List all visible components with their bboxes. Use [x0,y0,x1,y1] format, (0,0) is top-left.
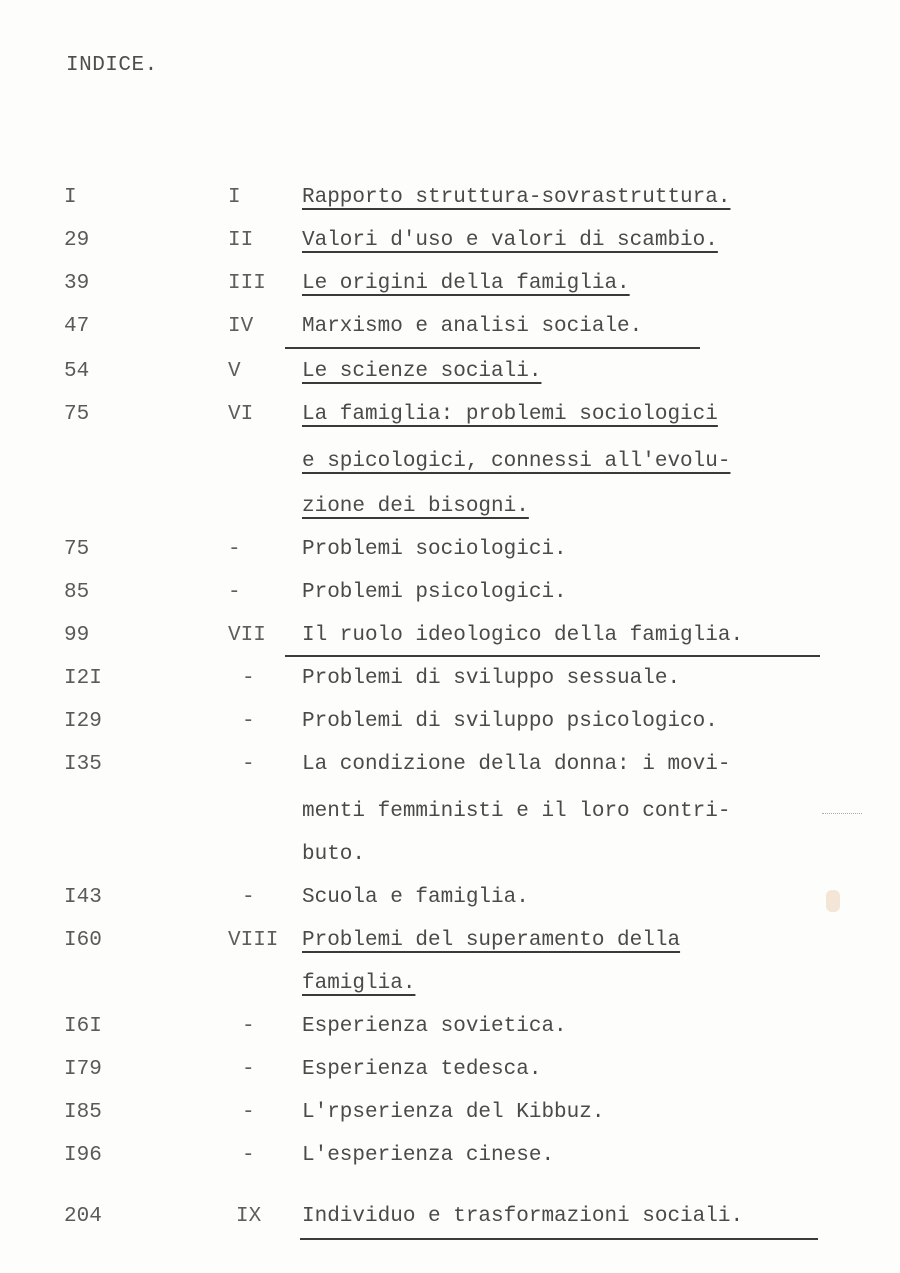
page-number: 204 [64,1205,102,1228]
section-dash: - [242,710,255,733]
toc-entry [0,578,900,622]
page-number: 54 [64,360,90,383]
section-dash: - [242,886,255,909]
chapter-number: I [228,186,241,209]
toc-entry [0,1012,900,1056]
underline-rule [300,1238,818,1240]
section-title: La condizione della donna: i movi- [302,753,731,776]
chapter-title: Problemi del superamento della [302,929,681,952]
page-number: I6I [64,1015,102,1038]
toc-entry [0,535,900,579]
chapter-title: Marxismo e analisi sociale. [302,315,643,338]
toc-entry [0,269,900,313]
section-title: Scuola e famiglia. [302,886,529,909]
section-title-line: menti femministi e il loro contri- [302,800,731,823]
toc-entry [0,621,900,665]
chapter-number: IX [236,1205,262,1228]
chapter-title-line: e spicologici, connessi all'evolu- [302,450,731,473]
toc-entry [0,1055,900,1099]
toc-entry [0,183,900,227]
toc-entry [0,400,900,444]
page-title: INDICE. [66,54,158,77]
toc-entry-continuation [0,492,900,536]
page-number: I60 [64,929,102,952]
section-dash: - [228,581,241,604]
section-dash: - [242,1144,255,1167]
chapter-number: V [228,360,241,383]
section-title: Problemi sociologici. [302,538,567,561]
page-number: 29 [64,229,90,252]
section-dash: - [242,1101,255,1124]
page-number: I2I [64,667,102,690]
chapter-title: Il ruolo ideologico della famiglia. [302,624,744,647]
section-title: L'esperienza cinese. [302,1144,555,1167]
page-number: 99 [64,624,90,647]
section-title: Esperienza tedesca. [302,1058,542,1081]
section-dash: - [242,667,255,690]
page-number: 75 [64,403,90,426]
page-number: I43 [64,886,102,909]
chapter-title: Le origini della famiglia. [302,272,630,295]
page-number: I29 [64,710,102,733]
chapter-title: Valori d'uso e valori di scambio. [302,229,718,252]
toc-entry [0,664,900,708]
page-number: I79 [64,1058,102,1081]
chapter-number: VII [228,624,266,647]
toc-entry [0,883,900,927]
chapter-title: Rapporto struttura-sovrastruttura. [302,186,731,209]
toc-entry [0,707,900,751]
section-dash: - [242,753,255,776]
toc-entry [0,926,900,970]
chapter-number: VI [228,403,254,426]
section-title: Problemi psicologici. [302,581,567,604]
chapter-number: VIII [228,929,279,952]
page-number: I85 [64,1101,102,1124]
section-dash: - [242,1058,255,1081]
chapter-number: II [228,229,254,252]
toc-entry [0,1098,900,1142]
toc-entry [0,750,900,794]
stray-dots [822,813,862,814]
page-number: 75 [64,538,90,561]
chapter-title-line: famiglia. [302,972,416,995]
section-title: Esperienza sovietica. [302,1015,567,1038]
toc-entry-continuation [0,797,900,841]
toc-entry [0,312,900,356]
page-number: 85 [64,581,90,604]
paper-stain [826,890,840,912]
toc-entry-continuation [0,447,900,491]
page-number: 47 [64,315,90,338]
chapter-title: Le scienze sociali. [302,360,542,383]
chapter-title-line: zione dei bisogni. [302,495,529,518]
underline-rule [285,347,700,349]
chapter-title: La famiglia: problemi sociologici [302,403,718,426]
section-title: Problemi di sviluppo psicologico. [302,710,718,733]
section-dash: - [242,1015,255,1038]
section-title: Problemi di sviluppo sessuale. [302,667,681,690]
page-number: I35 [64,753,102,776]
toc-entry [0,357,900,401]
section-title-line: buto. [302,843,366,866]
chapter-number: III [228,272,266,295]
toc-entry [0,226,900,270]
chapter-number: IV [228,315,254,338]
toc-entry [0,1141,900,1185]
page-number: I96 [64,1144,102,1167]
section-dash: - [228,538,241,561]
toc-entry-continuation [0,840,900,884]
toc-entry-continuation [0,969,900,1013]
underline-rule [285,655,820,657]
chapter-title: Individuo e trasformazioni sociali. [302,1205,744,1228]
page-number: 39 [64,272,90,295]
page-number: I [64,186,77,209]
section-title: L'rpserienza del Kibbuz. [302,1101,605,1124]
